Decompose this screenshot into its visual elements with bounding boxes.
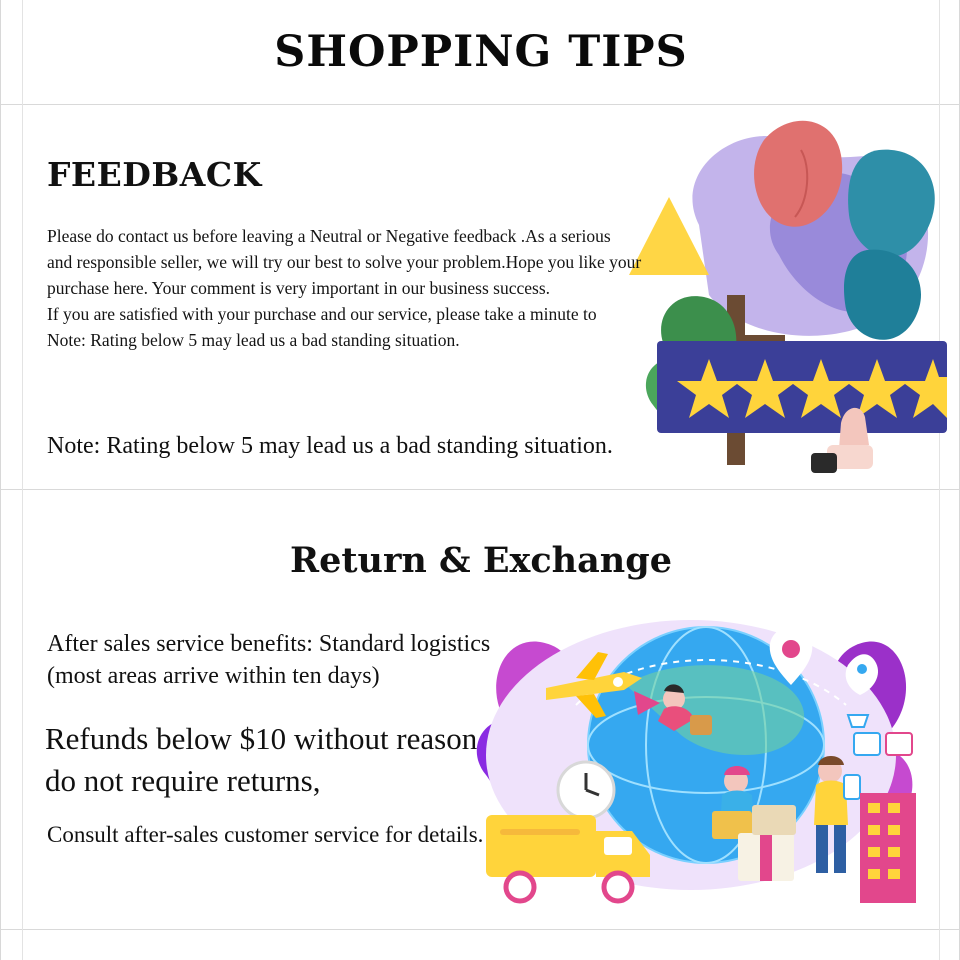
feedback-line-4: If you are satisfied with your purchase and our service, please take a minute to [47,304,597,324]
page-header [1,0,960,104]
feedback-line-2: and responsible seller, we will try our best to solve your problem.Hope you like your [47,252,642,272]
feedback-section [1,105,960,490]
returns-service-line-2: (most areas arrive within ten days) [47,663,380,689]
returns-heading: Return & Exchange [290,540,672,581]
feedback-line-1: Please do contact us before leaving a Neutral or Negative feedback .As a serious [47,226,611,246]
returns-service-text [47,628,490,692]
returns-consult-text: Consult after-sales customer service for details. [47,822,484,847]
page-title: SHOPPING TIPS [274,27,688,77]
returns-highlight-line-1: Refunds below $10 without reason [45,721,478,756]
feedback-line-3: purchase here. Your comment is very important in our business success. [47,278,551,298]
returns-highlight-line-2: do not require returns, [45,763,321,798]
feedback-paragraph [47,223,857,353]
feedback-heading: FEEDBACK [47,155,262,194]
returns-highlight-text [45,718,477,802]
feedback-line-5: Note: Rating below 5 may lead us a bad standing situation. [47,330,460,350]
returns-illustration [456,585,926,915]
returns-service-line-1: After sales service benefits: Standard logistics [47,631,491,657]
returns-section [1,490,960,930]
feedback-rating-note: Note: Rating below 5 may lead us a bad standing situation. [47,433,613,459]
